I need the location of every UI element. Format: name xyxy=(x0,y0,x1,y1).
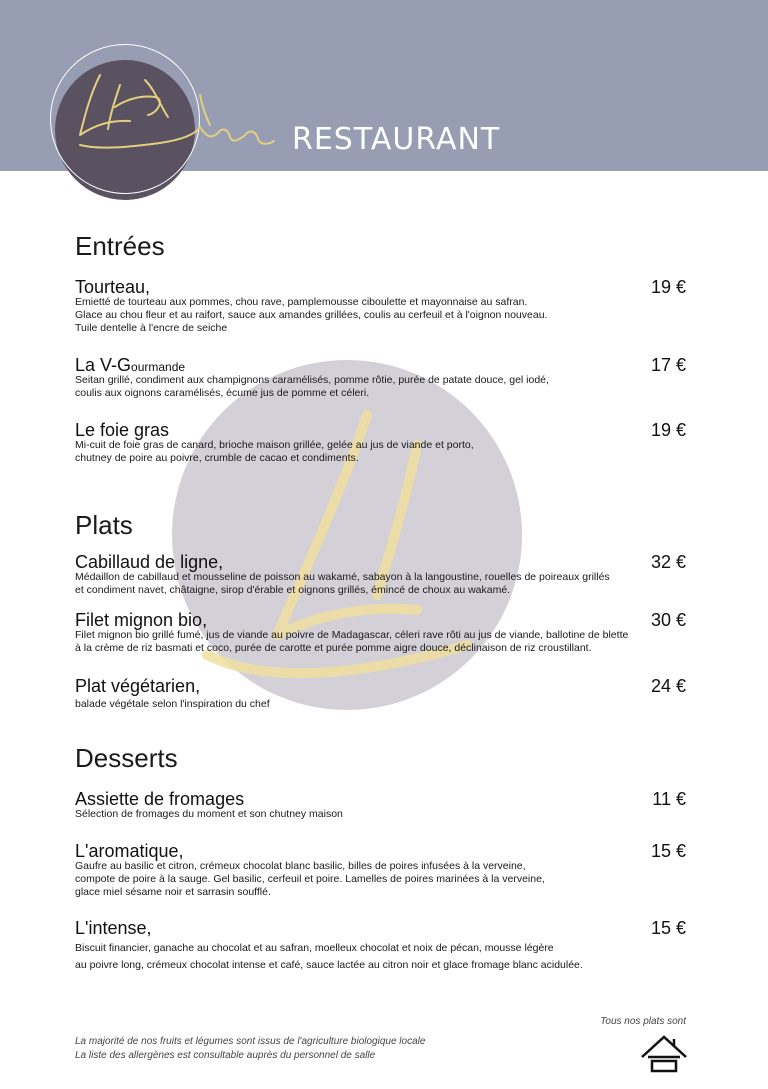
dish-name-main: La V-G xyxy=(75,355,132,375)
dish-name: L'aromatique, xyxy=(75,841,184,861)
footer-note xyxy=(75,1035,425,1063)
footer-right-text: Tous nos plats sont xyxy=(600,1016,686,1027)
dish-name: Assiette de fromages xyxy=(75,789,245,809)
dish-description xyxy=(75,571,655,597)
dish-price: 24 € xyxy=(650,676,686,696)
description-line: et condiment navet, châtaigne, sirop d'érable et oignons grillés, émincé de choux au wakamé. xyxy=(75,584,511,597)
dish-name xyxy=(75,355,185,376)
dish-name: L'intense, xyxy=(75,918,152,938)
dish-description xyxy=(75,698,675,711)
dish-price: 32 € xyxy=(650,552,686,572)
dish-price: 19 € xyxy=(650,277,686,297)
dish-price: 19 € xyxy=(650,420,686,440)
watermark-logo xyxy=(167,355,527,715)
dish-price: 15 € xyxy=(650,841,686,861)
description-line: chutney de poire au poivre, crumble de cacao et condiments. xyxy=(75,452,359,465)
description-line: coulis aux oignons caramélisés, écume jus de pomme et céleri. xyxy=(75,387,370,400)
section-title-entrees: Entrées xyxy=(75,231,165,261)
description-line: au poivre long, crémeux chocolat intense et café, sauce lactée au citron noir et glace fromage blanc acidulée. xyxy=(75,959,583,971)
description-line: Seitan grillé, condiment aux champignons caramélisés, pomme rôtie, purée de patate douce, gel iodé, xyxy=(75,374,549,386)
dish-description xyxy=(75,860,675,900)
dish-name: Cabillaud de ligne, xyxy=(75,552,224,572)
description-line: Filet mignon bio grillé fumé, jus de viande au poivre de Madagascar, céleri rave rôti au jus de viande, ballotine de blette xyxy=(75,629,629,641)
description-line: Glace au chou fleur et au raifort, sauce aux amandes grillées, coulis au cerfeuil et à l'oignon nouveau. xyxy=(75,309,548,322)
description-line: compote de poire à la sauge. Gel basilic, cerfeuil et poire. Lamelles de poires marinées à la verveine, xyxy=(75,873,545,886)
section-title-plats: Plats xyxy=(75,510,133,540)
footer-note-line: La majorité de nos fruits et légumes sont issus de l'agriculture biologique locale xyxy=(75,1036,426,1047)
dish-name: Plat végétarien, xyxy=(75,676,201,696)
description-line: glace miel sésame noir et sarrasin soufflé. xyxy=(75,886,271,899)
dish-description xyxy=(75,808,675,821)
logo-script xyxy=(60,55,280,165)
description-line: Médaillon de cabillaud et mousseline de poisson au wakamé, sabayon à la langoustine, rouelles de poireaux grillés xyxy=(75,571,610,583)
description-line: Gaufre au basilic et citron, crémeux chocolat blanc basilic, billes de poires infusées à la verveine, xyxy=(75,860,526,872)
dish-price: 15 € xyxy=(650,918,686,938)
description-line: Biscuit financier, ganache au chocolat et au safran, moelleux chocolat et noix de pécan, mousse légère xyxy=(75,942,554,954)
dish-description xyxy=(75,940,675,974)
description-line: à la crème de riz basmati et coco, purée de carotte et purée pomme aigre douce, déclinaison de riz croustillant. xyxy=(75,642,592,655)
description-line: Emietté de tourteau aux pommes, chou rave, pamplemousse ciboulette et mayonnaise au safran. xyxy=(75,296,528,308)
description-line: Mi-cuit de foie gras de canard, brioche maison grillée, gelée au jus de viande et porto, xyxy=(75,439,474,451)
house-icon xyxy=(640,1031,688,1075)
description-line: Sélection de fromages du moment et son chutney maison xyxy=(75,808,343,820)
dish-name: Le foie gras xyxy=(75,420,170,440)
dish-description xyxy=(75,374,675,400)
dish-price: 30 € xyxy=(650,610,686,630)
description-line: balade végétale selon l'inspiration du chef xyxy=(75,698,270,710)
dish-description xyxy=(75,439,675,465)
dish-name: Tourteau, xyxy=(75,277,151,297)
dish-price: 17 € xyxy=(650,355,686,375)
dish-description xyxy=(75,296,675,336)
dish-name: Filet mignon bio, xyxy=(75,610,208,630)
section-title-desserts: Desserts xyxy=(75,743,178,773)
dish-description xyxy=(75,629,675,655)
dish-price: 11 € xyxy=(652,789,686,809)
dish-name-small: ourmande xyxy=(131,360,186,374)
description-line: Tuile dentelle à l'encre de seiche xyxy=(75,322,228,335)
brand-word: RESTAURANT xyxy=(292,122,501,157)
footer-note-line: La liste des allergènes est consultable auprès du personnel de salle xyxy=(75,1050,376,1061)
